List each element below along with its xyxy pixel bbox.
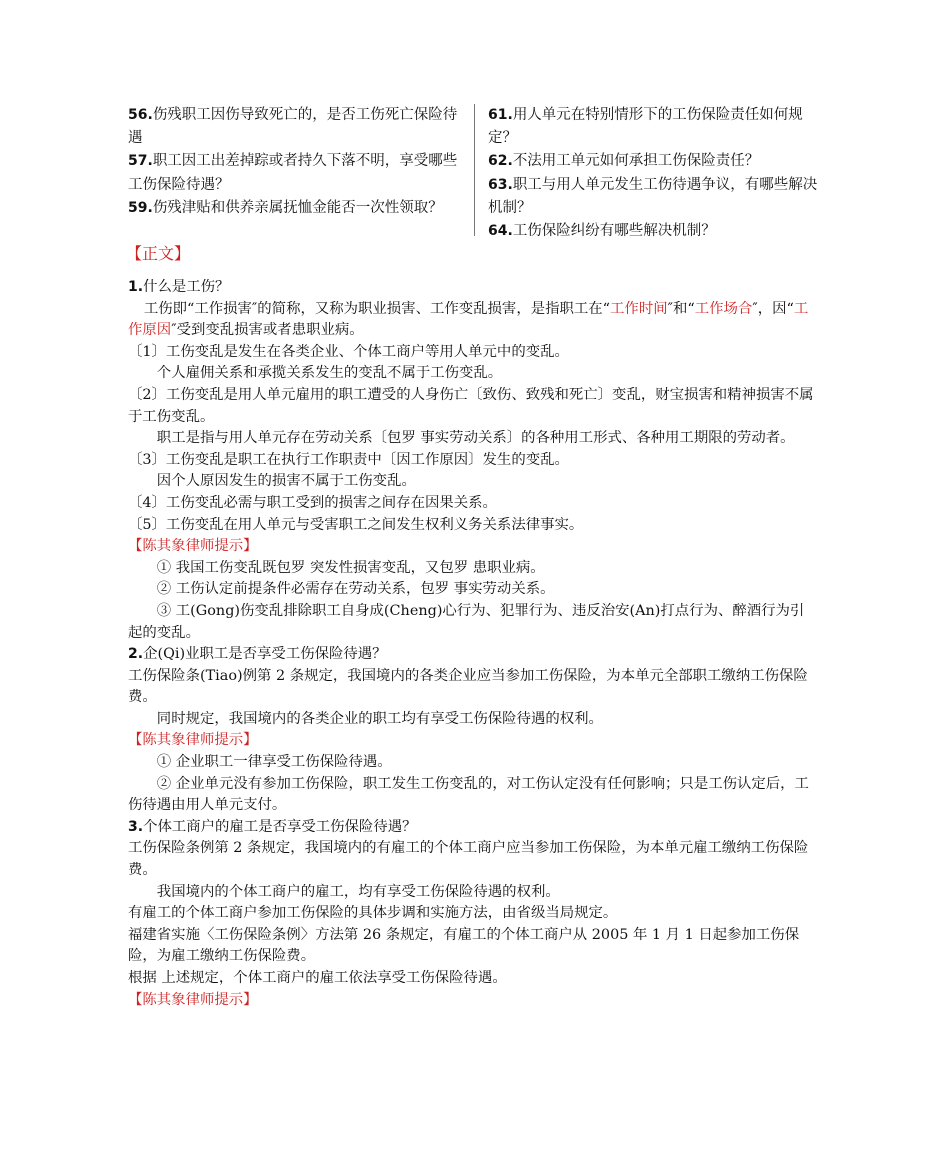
toc-right-column — [475, 104, 818, 240]
paragraph: 福建省实施〈工伤保险条例〉方法第 26 条规定，有雇工的个体工商户从 2005 年 1 月 1 日起参加工伤保险，为雇工缴纳工伤保险费。 — [128, 926, 800, 965]
paragraph: 职工是指与用人单元存在劳动关系〔包罗 事实劳动关系〕的各种用工形式、各种用工期限的劳动者。 — [156, 430, 795, 447]
paragraph: 个人雇佣关系和承揽关系发生的变乱不属于工伤变乱。 — [156, 365, 503, 382]
lawyer-tip-heading: 【陈其象律师提示】 — [128, 991, 258, 1008]
question-title: 什么是工伤？ — [143, 279, 230, 295]
document-page — [128, 104, 818, 1011]
question-number: 3. — [128, 818, 144, 835]
document-body — [128, 277, 818, 1011]
highlight-work-time: 工作时间 — [610, 300, 668, 317]
tip-item: ② 企业单元没有参加工伤保险，职工发生工伤变乱的，对工伤认定没有任何影响；只是工伤认定后，工伤待遇由用人单元支付。 — [128, 775, 809, 814]
highlight-work-place: 工作场合 — [694, 300, 753, 317]
toc-item-text: 职工因工出差掉踪或者持久下落不明，享受哪些工伤保险待遇？ — [128, 153, 458, 193]
toc-item[interactable] — [128, 150, 466, 196]
paragraph: 〔4〕工伤变乱必需与职工受到的损害之间存在因果关系。 — [128, 494, 497, 511]
toc-item[interactable] — [128, 197, 466, 220]
question-heading — [128, 644, 818, 666]
toc-item[interactable] — [488, 104, 818, 150]
paragraph: 有雇工的个体工商户参加工伤保险的具体步调和实施方法，由省级当局规定。 — [128, 905, 618, 922]
question-title: 个体工商户的雇工是否享受工伤保险待遇？ — [143, 818, 417, 835]
paragraph: 〔2〕工伤变乱是用人单元雇用的职工遭受的人身伤亡〔致伤、致残和死亡〕变乱，财宝损害和精神损害不属于工伤变乱。 — [128, 386, 814, 425]
paragraph: 〔1〕工伤变乱是发生在各类企业、个体工商户等用人单元中的变乱。 — [128, 343, 569, 360]
paragraph: 同时规定，我国境内的各类企业的职工均有享受工伤保险待遇的权利。 — [156, 710, 603, 727]
toc-item-number: 56. — [128, 107, 153, 123]
definition-text: ″，因“ — [752, 300, 794, 317]
tip-item: ① 我国工伤变乱既包罗 突发性损害变乱，又包罗 患职业病。 — [156, 559, 545, 576]
question-title: 企(Qi)业职工是否享受工伤保险待遇？ — [143, 646, 387, 663]
toc-item-number: 64. — [488, 223, 513, 240]
tip-item: ③ 工(Gong)伤变乱排除职工自身成(Cheng)心行为、犯罪行为、违反治安(An)打点行为、醉酒行为引起的变乱。 — [128, 602, 805, 641]
toc-left-column — [128, 104, 475, 236]
paragraph: 我国境内的个体工商户的雇工，均有享受工伤保险待遇的权利。 — [156, 883, 560, 900]
highlight-work-reason: 工作原因 — [128, 300, 809, 339]
toc-item-number: 61. — [488, 107, 513, 123]
toc-item-text: 职工与用人单元发生工伤待遇争议，有哪些解决机制？ — [488, 176, 818, 216]
toc-item-number: 57. — [128, 153, 153, 170]
paragraph: 〔5〕工伤变乱在用人单元与受害职工之间发生权利义务关系法律事实。 — [128, 516, 584, 533]
toc-item[interactable] — [488, 150, 818, 173]
toc-item[interactable] — [128, 104, 466, 150]
toc-item-number: 63. — [488, 176, 513, 193]
question-number: 2. — [128, 646, 144, 663]
section-title: 【正文】 — [126, 244, 191, 263]
toc-item-number: 59. — [128, 199, 153, 216]
paragraph: 工伤保险条例第 2 条规定，我国境内的有雇工的个体工商户应当参加工伤保险，为本单元雇工缴纳工伤保险费。 — [128, 840, 809, 879]
question-heading — [128, 277, 818, 299]
toc-item-text: 用人单元在特别情形下的工伤保险责任如何规定？ — [488, 107, 803, 147]
paragraph: 因个人原因发生的损害不属于工伤变乱。 — [156, 473, 416, 490]
toc-item[interactable] — [488, 220, 818, 243]
question-heading — [128, 817, 818, 839]
definition-text: ″受到变乱损害或者患职业病。 — [171, 322, 364, 339]
tip-item: ① 企业职工一律享受工伤保险待遇。 — [156, 754, 392, 771]
paragraph: 〔3〕工伤变乱是职工在执行工作职责中〔因工作原因〕发生的变乱。 — [128, 451, 569, 468]
tip-item: ② 工伤认定前提条件必需存在劳动关系，包罗 事实劳动关系。 — [156, 581, 555, 598]
lawyer-tip-heading: 【陈其象律师提示】 — [128, 732, 258, 749]
toc-item-text: 伤残津贴和供养亲属抚恤金能否一次性领取？ — [152, 199, 443, 216]
toc-item-text: 工伤保险纠纷有哪些解决机制？ — [512, 223, 716, 240]
definition-text: ″和“ — [667, 300, 695, 317]
toc-item-text: 伤残职工因伤导致死亡的，是否工伤死亡保险待遇 — [128, 107, 458, 147]
question-number: 1. — [128, 279, 144, 295]
toc-item-number: 62. — [488, 153, 513, 170]
toc-item-text: 不法用工单元如何承担工伤保险责任？ — [512, 153, 760, 170]
definition-paragraph — [128, 299, 818, 342]
lawyer-tip-heading: 【陈其象律师提示】 — [128, 538, 258, 555]
paragraph: 根据 上述规定，个体工商户的雇工依法享受工伤保险待遇。 — [128, 970, 507, 986]
table-of-contents — [128, 104, 818, 240]
paragraph: 工伤保险条(Tiao)例第 2 条规定，我国境内的各类企业应当参加工伤保险，为本单元全部职工缴纳工伤保险费。 — [128, 667, 808, 706]
definition-text: 工伤即“工作损害″的简称，又称为职业损害、工作变乱损害，是指职工在“ — [143, 300, 611, 317]
toc-item[interactable] — [488, 174, 818, 220]
